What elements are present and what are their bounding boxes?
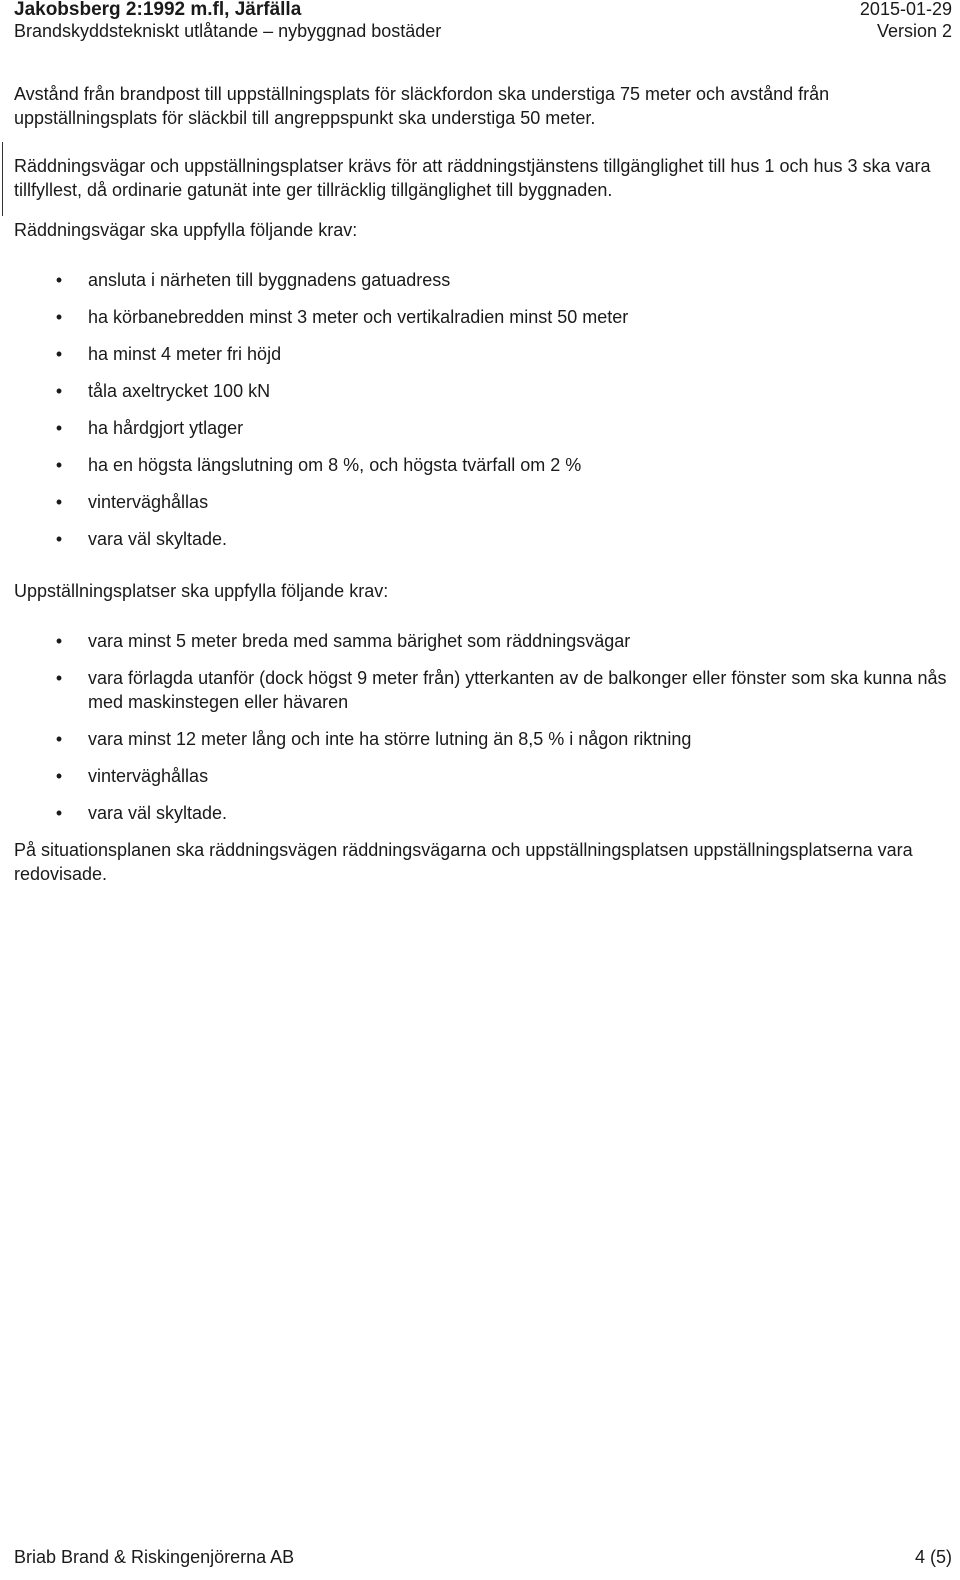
list-item bbox=[14, 268, 952, 292]
footer-company: Briab Brand & Riskingenjörerna AB bbox=[14, 1547, 295, 1567]
list-item-text: vara förlagda utanför (dock högst 9 meter från) ytterkanten av de balkonger eller fönster som ska kunna nås med maskinstegen eller hävaren bbox=[88, 668, 947, 712]
staging-area-requirements-list bbox=[14, 629, 952, 825]
list-item-text: vinterväghållas bbox=[88, 492, 209, 512]
list-item-text: ha minst 4 meter fri höjd bbox=[88, 344, 282, 364]
header-row-top bbox=[14, 0, 952, 20]
list-item bbox=[14, 453, 952, 477]
document-version: Version 2 bbox=[876, 21, 952, 41]
list-item bbox=[14, 727, 952, 751]
paragraph-rescue-road-requirements: Räddningsvägar ska uppfylla följande krav: bbox=[14, 220, 358, 240]
list-item-text: ansluta i närheten till byggnadens gatuadress bbox=[88, 270, 451, 290]
list-item-text: ha körbanebredden minst 3 meter och vertikalradien minst 50 meter bbox=[88, 307, 629, 327]
list-item bbox=[14, 490, 952, 514]
list-item bbox=[14, 305, 952, 329]
document-title: Jakobsberg 2:1992 m.fl, Järfälla bbox=[14, 0, 302, 20]
list-item-text: ha en högsta längslutning om 8 %, och högsta tvärfall om 2 % bbox=[88, 455, 582, 475]
list-item-text: vara minst 5 meter breda med samma bärighet som räddningsvägar bbox=[88, 631, 631, 651]
list-item bbox=[14, 379, 952, 403]
revision-change-bar bbox=[2, 142, 3, 216]
list-item-text: vinterväghållas bbox=[88, 766, 209, 786]
header-row-bottom bbox=[14, 20, 952, 42]
bullet-icon: • bbox=[55, 729, 63, 749]
page-header bbox=[14, 0, 952, 42]
bullet-icon: • bbox=[55, 803, 63, 823]
list-item-text: vara minst 12 meter lång och inte ha större lutning än 8,5 % i någon riktning bbox=[88, 729, 692, 749]
bullet-icon: • bbox=[55, 529, 63, 549]
footer-page-number: 4 (5) bbox=[914, 1547, 952, 1567]
list-item bbox=[14, 342, 952, 366]
list-item-text: ha hårdgjort ytlager bbox=[88, 418, 244, 438]
bullet-icon: • bbox=[55, 668, 63, 688]
list-item bbox=[14, 801, 952, 825]
bullet-icon: • bbox=[55, 307, 63, 327]
document-body bbox=[14, 82, 952, 886]
bullet-icon: • bbox=[55, 766, 63, 786]
bullet-icon: • bbox=[55, 344, 63, 364]
bullet-icon: • bbox=[55, 381, 63, 401]
list-item bbox=[14, 527, 952, 551]
bullet-icon: • bbox=[55, 270, 63, 290]
page-footer bbox=[14, 1545, 952, 1569]
list-item-text: vara väl skyltade. bbox=[88, 803, 228, 823]
bullet-icon: • bbox=[55, 631, 63, 651]
bullet-icon: • bbox=[55, 418, 63, 438]
list-item bbox=[14, 764, 952, 788]
bullet-icon: • bbox=[55, 492, 63, 512]
document-subtitle: Brandskyddstekniskt utlåtande – nybyggnad bostäder bbox=[14, 21, 442, 41]
list-item bbox=[14, 416, 952, 440]
list-item bbox=[14, 666, 952, 714]
bullet-icon: • bbox=[55, 455, 63, 475]
paragraph-site-plan: På situationsplanen ska räddningsvägen räddningsvägarna och uppställningsplatsen uppställningsplatserna vara redovisade. bbox=[14, 840, 913, 884]
list-item-text: tåla axeltrycket 100 kN bbox=[88, 381, 271, 401]
rescue-road-requirements-list bbox=[14, 268, 952, 551]
paragraph-rescue-roads-intro bbox=[14, 154, 952, 202]
list-item-text: vara väl skyltade. bbox=[88, 529, 228, 549]
paragraph-staging-area-requirements: Uppställningsplatser ska uppfylla följande krav: bbox=[14, 581, 389, 601]
paragraph-hydrant-distance: Avstånd från brandpost till uppställningsplats för släckfordon ska understiga 75 meter och avstånd från uppställningsplats för släckbil till angreppspunkt ska understiga 50 meter. bbox=[14, 84, 830, 128]
paragraph-rescue-roads-text: Räddningsvägar och uppställningsplatser krävs för att räddningstjänstens tillgänglighet till hus 1 och hus 3 ska vara tillfyllest, då ordinarie gatunät inte ger tillräcklig tillgänglighet till byggnaden. bbox=[14, 156, 931, 200]
document-date: 2015-01-29 bbox=[859, 0, 952, 19]
list-item bbox=[14, 629, 952, 653]
